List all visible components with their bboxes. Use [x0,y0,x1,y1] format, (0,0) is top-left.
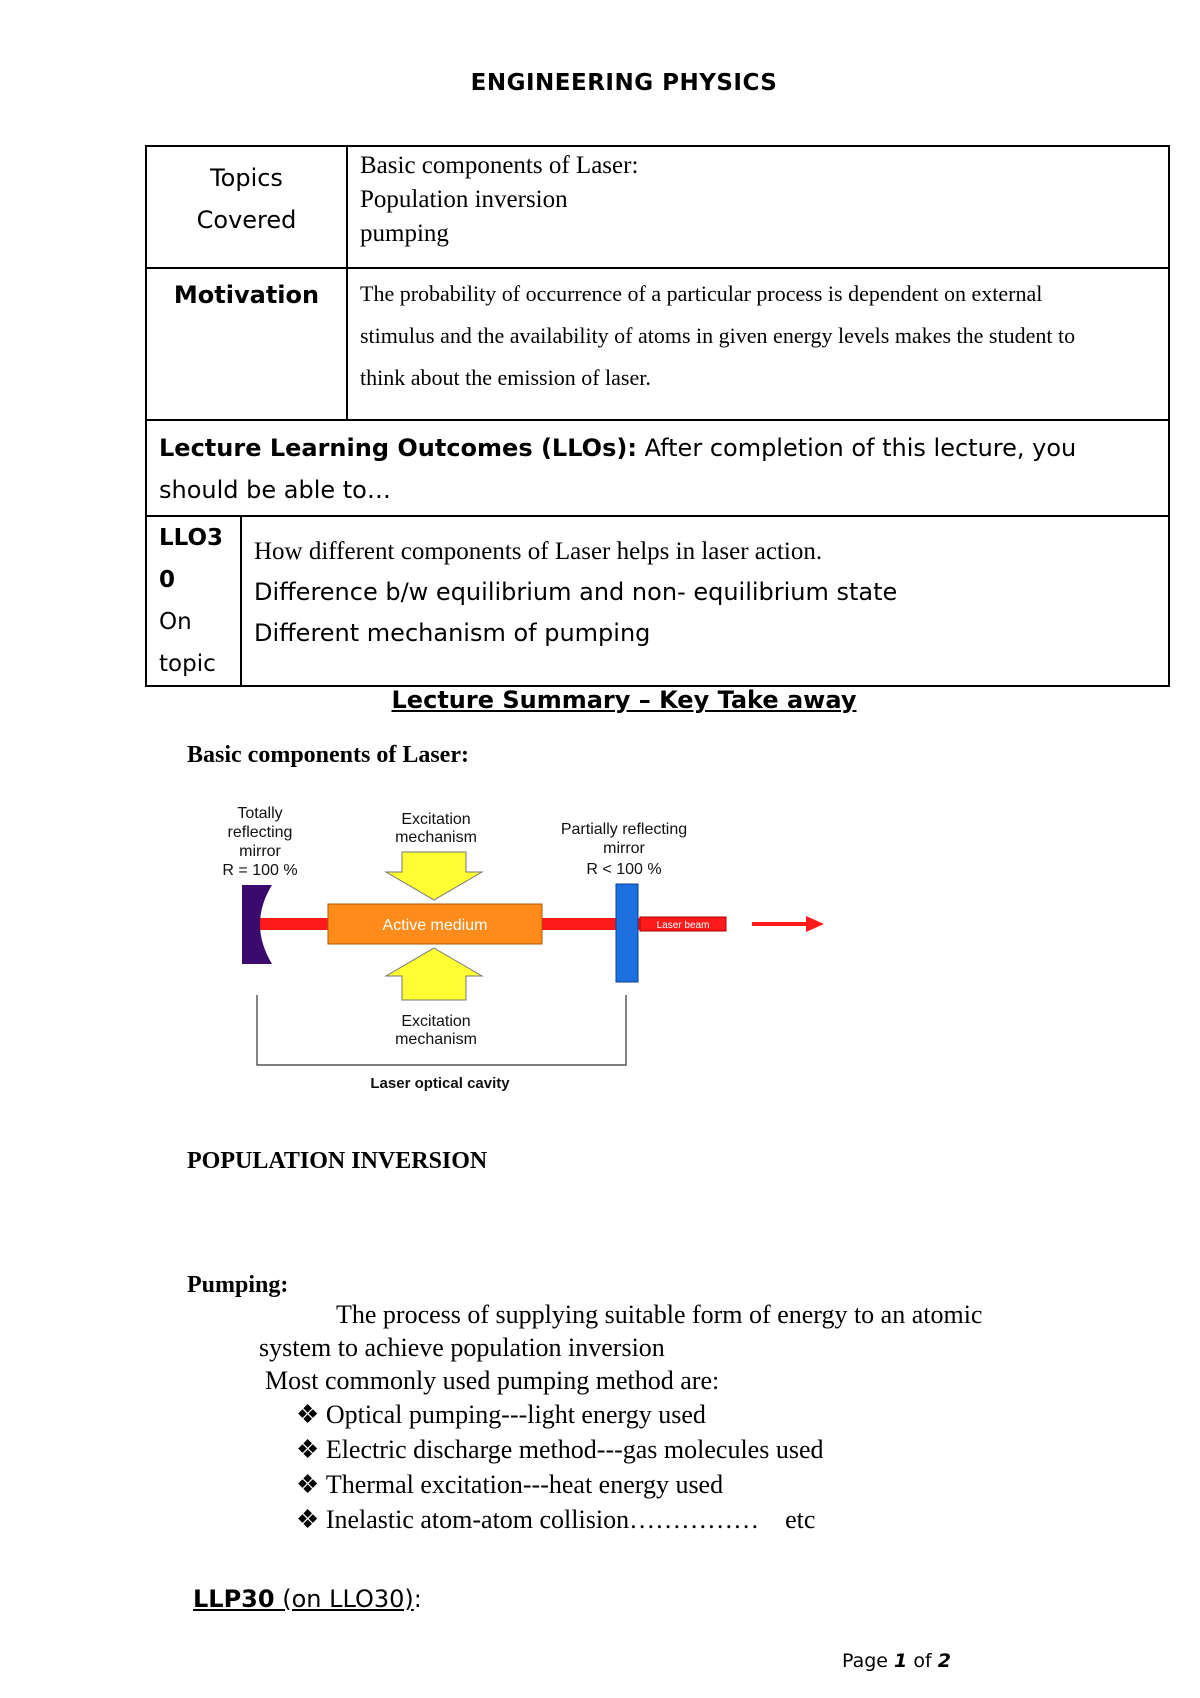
partially-reflecting-mirror [616,884,638,982]
list-item [296,1400,706,1430]
lecture-info-table [145,145,1170,687]
partial-mirror-label: Partially reflecting [560,821,688,838]
summary-title: Lecture Summary – Key Take away [391,686,857,714]
page-footer [842,1650,951,1672]
llp-line [193,1585,422,1613]
partial-mirror-label: mirror [603,840,645,857]
excitation-arrow-top [386,852,482,900]
list-item [296,1505,815,1535]
total-mirror-label: Totally [237,805,283,822]
llp-rest: (on LLO30) [274,1585,414,1613]
bullet-text: Optical pumping---light energy used [325,1400,706,1429]
laser-components-diagram [200,800,840,1100]
bullet-text: Thermal excitation---heat energy used [325,1470,724,1499]
llo-code-line: LLO3 [159,525,224,551]
llp-colon: : [413,1585,422,1613]
laser-beam-label: Laser beam [656,920,710,931]
pumping-line: Most commonly used pumping method are: [265,1366,720,1395]
llo-item: Difference b/w equilibrium and non- equilibrium state [254,578,898,606]
topic-item: Basic components of Laser: [360,152,639,179]
cavity-bracket [257,995,626,1065]
pumping-line: system to achieve population inversion [259,1333,665,1362]
basic-components-heading: Basic components of Laser: [187,742,469,768]
llo-code-line: 0 [159,567,176,593]
llo-item: How different components of Laser helps in laser action. [254,538,823,565]
footer-total: 2 [937,1650,951,1672]
llo-heading-rest: After completion of this lecture, you should be able to… [159,434,1077,504]
llo-heading-bold: Lecture Learning Outcomes (LLOs): [159,434,637,462]
topics-cell [347,146,1169,268]
population-inversion-heading: POPULATION INVERSION [187,1148,488,1174]
motivation-label-cell [146,268,347,420]
list-item [296,1435,823,1465]
llo-item: Different mechanism of pumping [254,619,651,647]
active-medium-label: Active medium [382,917,488,934]
motivation-label: Motivation [173,281,320,309]
footer-page-num: 1 [894,1650,908,1672]
bullet-icon: ❖ [296,1400,320,1429]
topic-item: pumping [360,220,449,247]
cavity-label: Laser optical cavity [370,1075,510,1092]
total-mirror-label: R = 100 % [222,862,298,879]
llo-items-cell [241,516,1169,686]
topics-label-line1: Topics [210,164,283,192]
total-mirror-label: mirror [239,843,281,860]
bullet-text: Electric discharge method---gas molecules used [325,1435,824,1464]
excitation-top-label: Excitation [401,811,471,828]
bullet-text: Inelastic atom-atom collision…………… etc [325,1505,816,1534]
bullet-icon: ❖ [296,1435,320,1464]
motivation-cell [347,268,1169,420]
llo-code-line: topic [159,651,216,677]
motivation-line: The probability of occurrence of a particular process is dependent on external [360,281,1043,306]
pumping-heading: Pumping: [187,1272,289,1298]
llo-code-line: On [159,609,192,635]
pumping-line: The process of supplying suitable form of energy to an atomic [336,1300,983,1329]
motivation-line: stimulus and the availability of atoms in given energy levels makes the student to [360,323,1076,348]
page-title: ENGINEERING PHYSICS [470,70,778,96]
excitation-bottom-label: Excitation [401,1013,471,1030]
footer-page-word: Page [842,1650,895,1672]
excitation-arrow-bottom [386,948,482,1000]
excitation-top-label: mechanism [395,829,477,846]
topics-label-line2: Covered [196,206,297,234]
partial-mirror-label: R < 100 % [586,861,662,878]
llo-code-cell [146,516,241,686]
total-mirror-label: reflecting [227,824,293,841]
excitation-bottom-label: mechanism [395,1031,477,1048]
motivation-line: think about the emission of laser. [360,365,651,390]
bullet-icon: ❖ [296,1505,320,1534]
footer-of-word: of [907,1650,938,1672]
output-arrow-head [806,916,824,932]
llo-heading-cell [146,420,1169,516]
llp-code: LLP30 [193,1585,275,1613]
bullet-icon: ❖ [296,1470,320,1499]
topics-label-cell [146,146,347,268]
list-item [296,1470,723,1500]
topic-item: Population inversion [360,186,568,213]
